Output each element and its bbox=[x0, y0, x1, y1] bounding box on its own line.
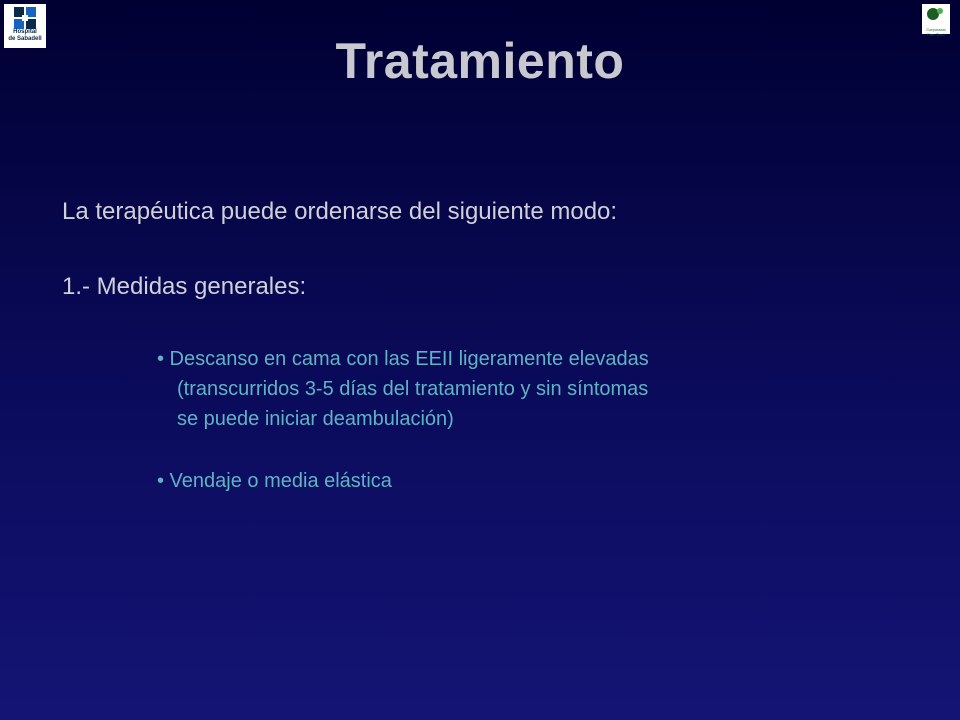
hospital-logo-line-1: Hospital bbox=[13, 29, 37, 35]
bullet-line: (transcurridos 3-5 días del tratamiento y sin síntomas bbox=[177, 378, 649, 400]
bullet-line: • Vendaje o media elástica bbox=[157, 470, 392, 492]
bullet-line: • Descanso en cama con las EEII ligeramente elevadas bbox=[157, 348, 649, 370]
parc-tauli-emblem-icon bbox=[924, 6, 948, 22]
bullet-line: se puede iniciar deambulación) bbox=[177, 408, 454, 430]
hospital-cross-icon bbox=[14, 7, 36, 29]
intro-text: La terapéutica puede ordenarse del siguiente modo: bbox=[62, 198, 618, 225]
slide-title: Tratamiento bbox=[335, 33, 625, 89]
section-heading: 1.- Medidas generales: bbox=[62, 273, 307, 300]
bullet-item-bed-rest bbox=[157, 344, 649, 434]
parc-tauli-logo-line-2: Parc Taulí bbox=[927, 32, 945, 37]
parc-tauli-logo bbox=[922, 4, 950, 37]
parc-tauli-logo-line-1: Corporació bbox=[926, 27, 946, 32]
bullet-item-compression bbox=[157, 466, 392, 496]
hospital-logo-line-2: de Sabadell bbox=[8, 36, 42, 42]
